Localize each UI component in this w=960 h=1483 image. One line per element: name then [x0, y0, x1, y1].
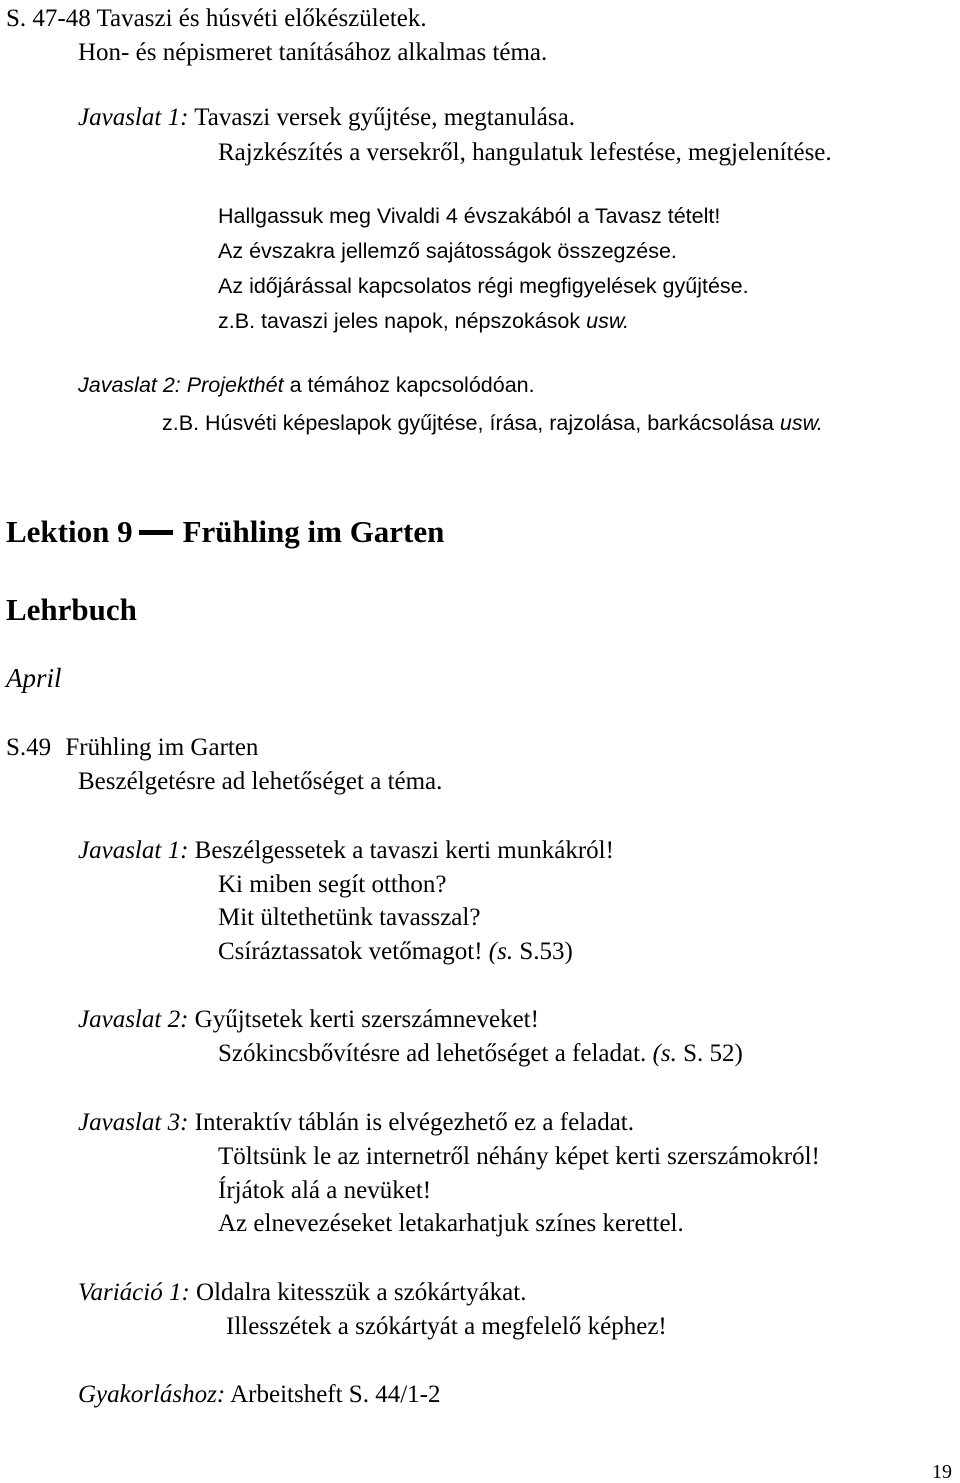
proposal-label: Javaslat 1:: [78, 104, 189, 131]
lesson-title: [6, 516, 444, 547]
page-topic: [6, 735, 258, 760]
proposal-3: [78, 1110, 634, 1135]
proposal-1-line-2: Rajzkészítés a versekről, hangulatuk lefestése, megjelenítése.: [218, 139, 832, 166]
proposal-label: Javaslat 3:: [78, 1109, 189, 1136]
example-abbrev: z.B.: [162, 411, 200, 435]
proposal-text: Csíráztassatok vetőmagot!: [218, 938, 483, 965]
workbook-reference: Arbeitsheft S. 44/1-2: [230, 1381, 441, 1408]
practice-label: Gyakorláshoz:: [78, 1381, 226, 1408]
proposal-1-line-3: Hallgassuk meg Vivaldi 4 évszakából a Tavasz tételt!: [218, 204, 721, 228]
variation-label: Variáció 1:: [78, 1279, 190, 1306]
proposal-1-line-4: [218, 939, 573, 964]
proposal-label: Javaslat 1:: [78, 837, 189, 864]
proposal-3-line-2: Töltsünk le az internetről néhány képet kerti szerszámokról!: [218, 1143, 820, 1170]
project-week-term: Projekthét: [186, 373, 284, 397]
page-reference: S.53): [519, 938, 573, 965]
proposal-text: Gyűjtsetek kerti szerszámneveket!: [194, 1006, 539, 1033]
proposal-2: [78, 1007, 539, 1032]
proposal-3-line-4: Az elnevezéseket letakarhatjuk színes kerettel.: [218, 1210, 684, 1237]
proposal-text: a témához kapcsolódóan.: [289, 373, 535, 397]
proposal-2: [78, 375, 535, 397]
proposal-3-line-3: Írjátok alá a nevüket!: [218, 1177, 432, 1204]
proposal-label: Javaslat 2:: [78, 373, 181, 397]
proposal-1-line-2: Ki miben segít otthon?: [218, 871, 447, 898]
proposal-1-line-6: [218, 311, 629, 333]
variation-1: [78, 1280, 526, 1305]
proposal-text: Beszélgessetek a tavaszi kerti munkákról!: [194, 837, 614, 864]
proposal-text: Interaktív táblán is elvégezhető ez a feladat.: [194, 1109, 634, 1136]
page-number: 19: [932, 1461, 952, 1483]
variation-text: Oldalra kitesszük a szókártyákat.: [196, 1279, 527, 1306]
section-subheading: Hon- és népismeret tanításához alkalmas téma.: [78, 39, 548, 66]
proposal-1: [78, 105, 575, 130]
proposal-label: Javaslat 2:: [78, 1006, 189, 1033]
page-reference: S.49: [6, 734, 52, 761]
proposal-1-line-5: Az időjárással kapcsolatos régi megfigyelések gyűjtése.: [218, 274, 749, 298]
proposal-2-line-2: [218, 1041, 743, 1066]
example-abbrev: z.B.: [218, 309, 256, 333]
see-abbrev: (s.: [652, 1040, 677, 1067]
variation-1-line-2: Illesszétek a szókártyát a megfelelő képhez!: [226, 1313, 667, 1340]
topic-description: Beszélgetésre ad lehetőséget a téma.: [78, 768, 443, 795]
section-heading: S. 47-48 Tavaszi és húsvéti előkészületek.: [6, 5, 427, 32]
topic-title: Frühling im Garten: [65, 734, 259, 761]
proposal-text: Tavaszi versek gyűjtése, megtanulása.: [194, 104, 575, 131]
month-heading: April: [6, 663, 62, 693]
lesson-name: Frühling im Garten: [182, 514, 445, 549]
proposal-text: Szókincsbővítésre ad lehetőséget a feladat.: [218, 1040, 647, 1067]
proposal-2-line-2: [162, 413, 823, 435]
etc-abbrev: usw.: [586, 309, 630, 333]
example-text: tavaszi jeles napok, népszokások: [261, 309, 581, 333]
etc-abbrev: usw.: [779, 411, 823, 435]
page-reference: S. 52): [683, 1040, 743, 1067]
proposal-1-line-4: Az évszakra jellemző sajátosságok összegzése.: [218, 239, 677, 263]
see-abbrev: (s.: [488, 938, 514, 965]
title-dash: [139, 530, 173, 535]
proposal-1-line-3: Mit ültethetünk tavasszal?: [218, 904, 481, 931]
example-text: Húsvéti képeslapok gyűjtése, írása, rajzolása, barkácsolása: [205, 411, 774, 435]
textbook-heading: Lehrbuch: [6, 592, 137, 627]
proposal-1: [78, 838, 614, 863]
practice-line: [78, 1382, 440, 1407]
lesson-number: Lektion 9: [6, 514, 133, 549]
